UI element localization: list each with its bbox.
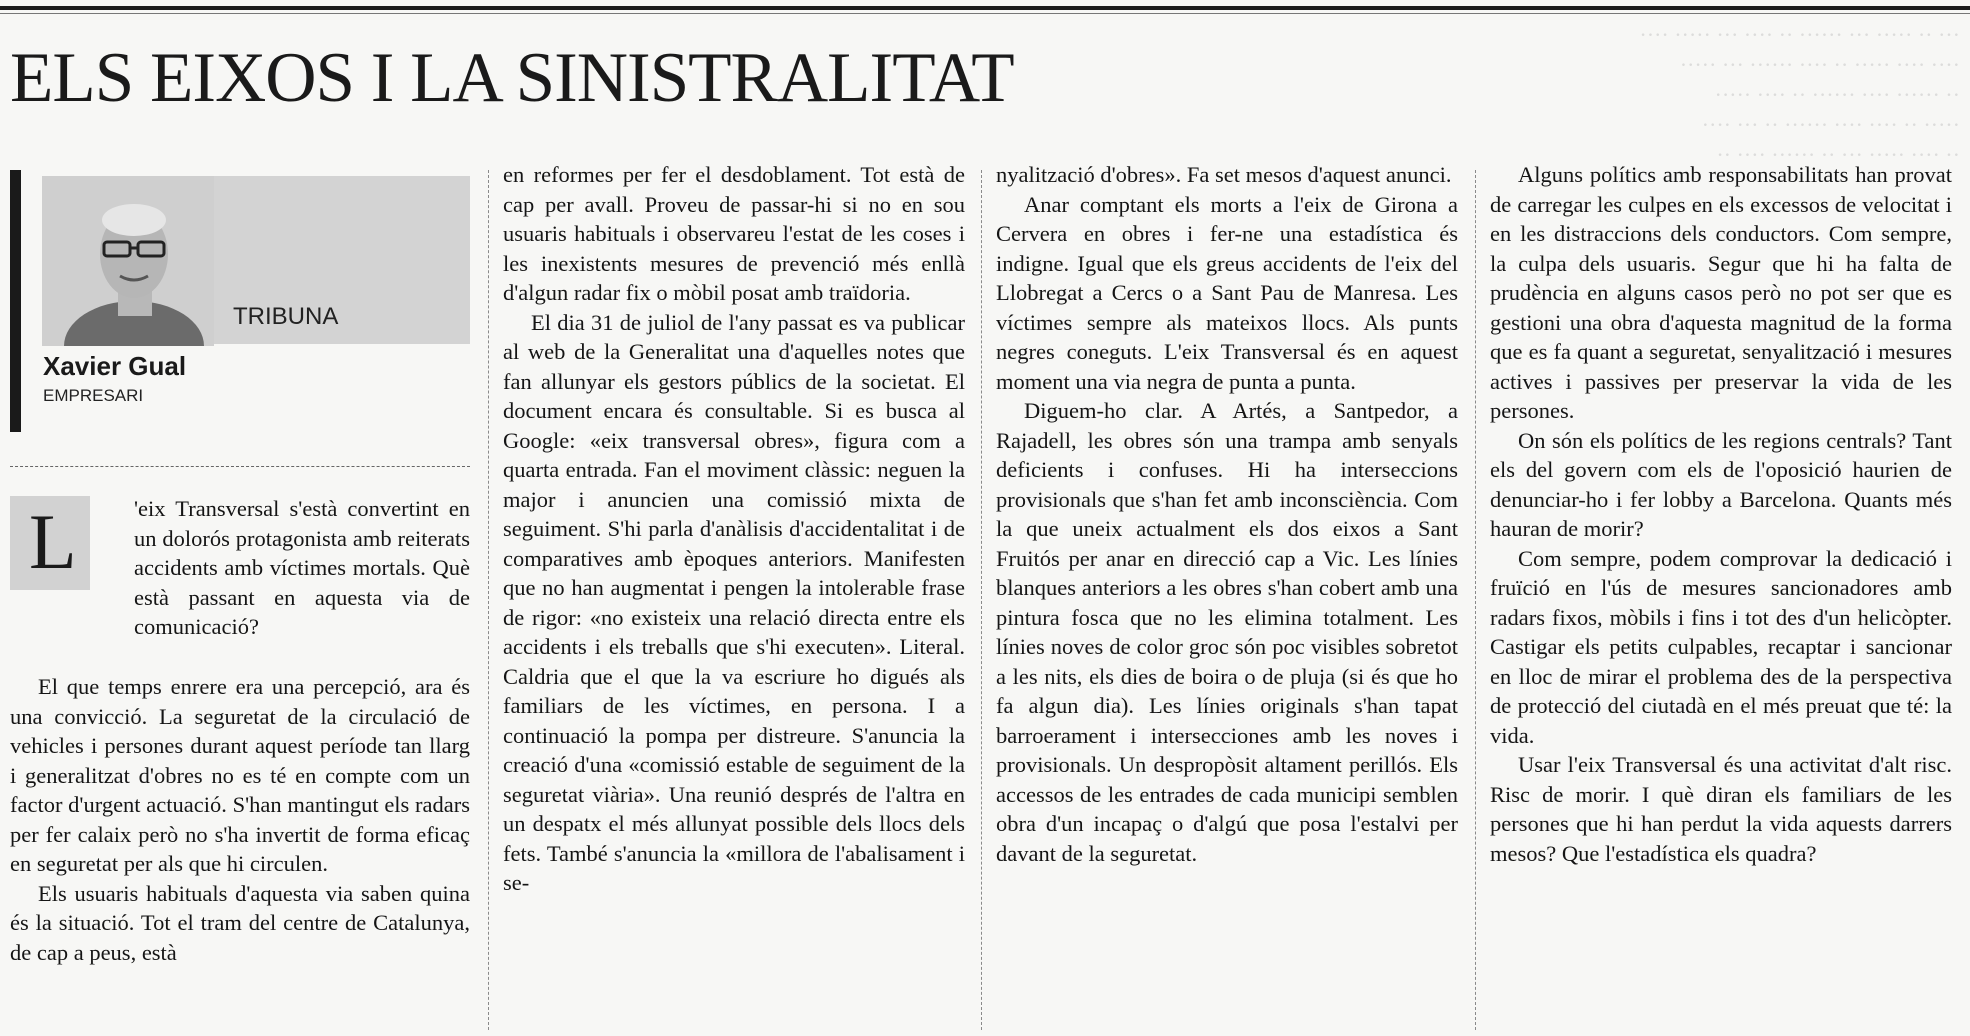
column-1-intro [134, 494, 470, 642]
article-headline: ELS EIXOS I LA SINISTRALITAT [10, 39, 1014, 117]
column-4 [1490, 160, 1952, 868]
column-2 [503, 160, 965, 898]
paragraph: On són els polítics de les regions centrals? Tant els del govern com els de l'oposició haurien de denunciar-ho i fer lobby a Barcelona. Quants més hauran de morir? [1490, 427, 1952, 541]
paragraph-continued: en reformes per fer el desdoblament. Tot està de cap per avall. Proveu de passar-hi si no en sou usuaris habituals i observareu l'estat de les coses i les inexistents mesures de prevenció més enllà d'algun radar fix o mòbil posat amb traïdoria. [503, 162, 965, 305]
column-3 [996, 160, 1458, 868]
section-label: TRIBUNA [233, 303, 339, 330]
paragraph: El dia 31 de juliol de l'any passat es va publicar al web de la Generalitat una d'aquelles notes que fan allunyar els gestors públics de la societat. El document encara és consultable. Si es busca al Google: «eix transversal obres», figura com a quarta entrada. Fan el moviment clàssic: neguen la major i anuncien una comissió mixta de seguiment. S'hi parla d'anàlisis d'accidentalitat i de comparatives amb èpoques anteriors. Manifesten que no han augmentat i pengen la intolerable frase de rigor: «no existeix una relació directa entre els accidents i els treballs que s'hi executen». Literal. Caldria que el que la va escriure ho digués als familiars de les víctimes, en persona. I a continuació la pompa per distreure. S'anuncia la creació d'una «comissió estable de seguiment de la seguretat viària». Una reunió després de l'altra en un despatx el més allunyat possible dels llocs dels fets. També s'anuncia la «millora de l'abalisament i se- [503, 309, 965, 895]
author-photo [42, 176, 214, 346]
top-rule [0, 6, 1970, 10]
author-name: Xavier Gual [43, 351, 187, 381]
column-rule-1 [488, 170, 489, 1030]
author-portrait-image [42, 176, 214, 346]
paragraph: Diguem-ho clar. A Artés, a Santpedor, a Rajadell, les obres són una trampa amb senyals deficients i confuses. Hi ha interseccions provisionals que s'han fet amb inconsciència. Com la que uneix actualment els dos eixos a Sant Fruitós per anar en direcció cap a Vic. Les línies blanques anteriors a les obres s'han cobert amb una pintura fosca que no les elimina totalment. Les línies noves de color groc són poc visibles sobretot a les nits, els dies de boira o de pluja (si és que ho fa algun dia). Les línies originals s'han tapat barroerament i intersecciones amb les noves i provisionals. Un despropòsit altament perillós. Els accessos de les entrades de cada municipi semblen obra d'un incapaç o d'algú que posa l'estalvi per davant de la seguretat. [996, 398, 1458, 866]
paragraph: Com sempre, podem comprovar la dedicació i fruïció en l'ús de mesures sancionadores amb radars fixos, mòbils i fins i tot des d'un helicòpter. Castigar els petits culpables, recaptar i sancionar en lloc de mirar el problema des de la perspectiva de protecció del ciutadà en el més preuat que té: la vida. [1490, 545, 1952, 748]
top-rule-thin [0, 13, 1970, 14]
paragraph: Anar comptant els morts a l'eix de Girona a Cervera en obres i fer-ne una estadística és indigne. Igual que els greus accidents de l'eix del Llobregat a Cercs o a Sant Pau de Manresa. Les víctimes sempre als mateixos llocs. Als punts negres coneguts. L'eix Transversal és en aquest moment una via negra de punta a punta. [996, 191, 1458, 394]
paragraph: Els usuaris habituals d'aquesta via saben quina és la situació. Tot el tram del centre de Catalunya, de cap a peus, està [10, 880, 470, 965]
paragraph: El que temps enrere era una percepció, ara és una convicció. La seguretat de la circulació de vehicles i persones durant aquest període tan llarg i generalitzat d'obres no es té en compte com un factor d'urgent actuació. S'han mantingut els radars per fer calaix però no s'ha invertit de forma eficaç en seguretat per als que hi circulen. [10, 674, 470, 876]
intro-paragraph-start: 'eix Transversal s'està convertint en un dolorós protagonista amb reiterats accidents amb víctimes mortals. Què està passant en aquesta via de comunicació? [134, 496, 470, 639]
sidebar-accent-bar [10, 170, 21, 432]
column-rule-2 [981, 170, 982, 1030]
drop-cap [10, 496, 90, 590]
column-rule-3 [1475, 170, 1476, 1030]
paragraph: Usar l'eix Transversal és una activitat d'alt risc. Risc de morir. I què diran els familiars de les persones que hi han perdut la vida aquests darrers mesos? Que l'estadística els quadra? [1490, 752, 1952, 866]
drop-cap-letter: L [29, 498, 77, 585]
sidebar-divider [10, 466, 470, 467]
column-1 [10, 672, 470, 967]
paragraph-continued: nyalització d'obres». Fa set mesos d'aquest anunci. [996, 162, 1452, 187]
paragraph: Alguns polítics amb responsabilitats han provat de carregar les culpes en els excessos de velocitat i en les distraccions dels conductors. Com sempre, la culpa dels usuaris. Segur que hi ha falta de prudència en alguns casos però no pot ser que es gestioni una obra d'aquesta magnitud de la forma que es fa quant a seguretat, senyalització i mesures actives i passives per preservar la vida de les persones. [1490, 162, 1952, 423]
author-role: EMPRESARI [43, 386, 144, 405]
show-through-texture: ··· ·· ····· ··· ······ ·· ···· ··· ····· ···· ···· ···· ····· ·· ···· ······ ··· ····· ·· ······ ···· ······ ·· ···· ····· ····· ·· ···· ···· ······ ·· ··· ···· ·· ···· ····· ··· ·· ······ ···· ·· [1639, 22, 1960, 167]
